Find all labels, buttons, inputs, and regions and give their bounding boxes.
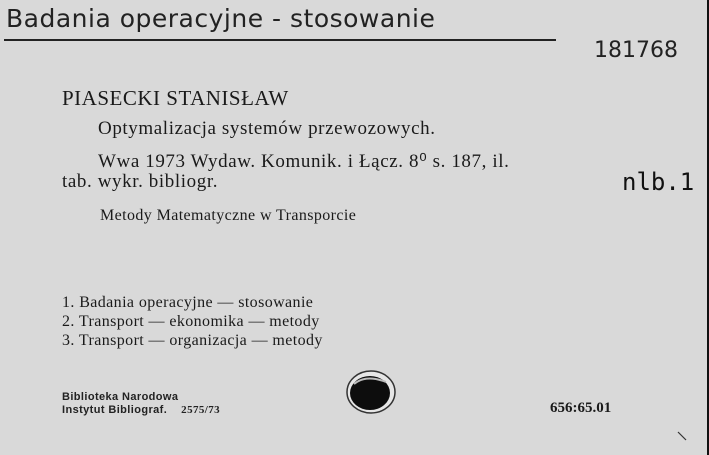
catalog-number: 181768: [594, 38, 678, 63]
punch-hole-icon: [346, 370, 396, 414]
stray-pen-mark-icon: [676, 430, 688, 442]
subject-list: [62, 293, 323, 350]
imprint-line: Wwa 1973 Wydaw. Komunik. i Łącz. 8⁰ s. 187, il.: [98, 151, 510, 172]
series-title: Metody Matematyczne w Transporcie: [100, 207, 357, 224]
physical-description: tab. wykr. bibliogr.: [62, 171, 219, 192]
subject-item: 1. Badania operacyjne — stosowanie: [62, 294, 314, 311]
classification-code: 656:65.01: [550, 400, 612, 416]
book-title: Optymalizacja systemów przewozowych.: [98, 118, 436, 139]
print-number: 2575/73: [181, 404, 221, 416]
nlb-stamp: nlb.1: [622, 168, 695, 196]
author-name: PIASECKI STANISŁAW: [62, 86, 289, 110]
institute-line: [62, 404, 220, 417]
library-name: Biblioteka Narodowa: [62, 391, 179, 403]
handwritten-subject-heading: Badania operacyjne - stosowanie: [6, 4, 436, 33]
subject-item: 2. Transport — ekonomika — metody: [62, 313, 320, 330]
subject-item: 3. Transport — organizacja — metody: [62, 332, 323, 349]
heading-underline: [4, 39, 556, 41]
institute-name: Instytut Bibliograf.: [62, 404, 168, 416]
library-imprint: [62, 391, 220, 417]
